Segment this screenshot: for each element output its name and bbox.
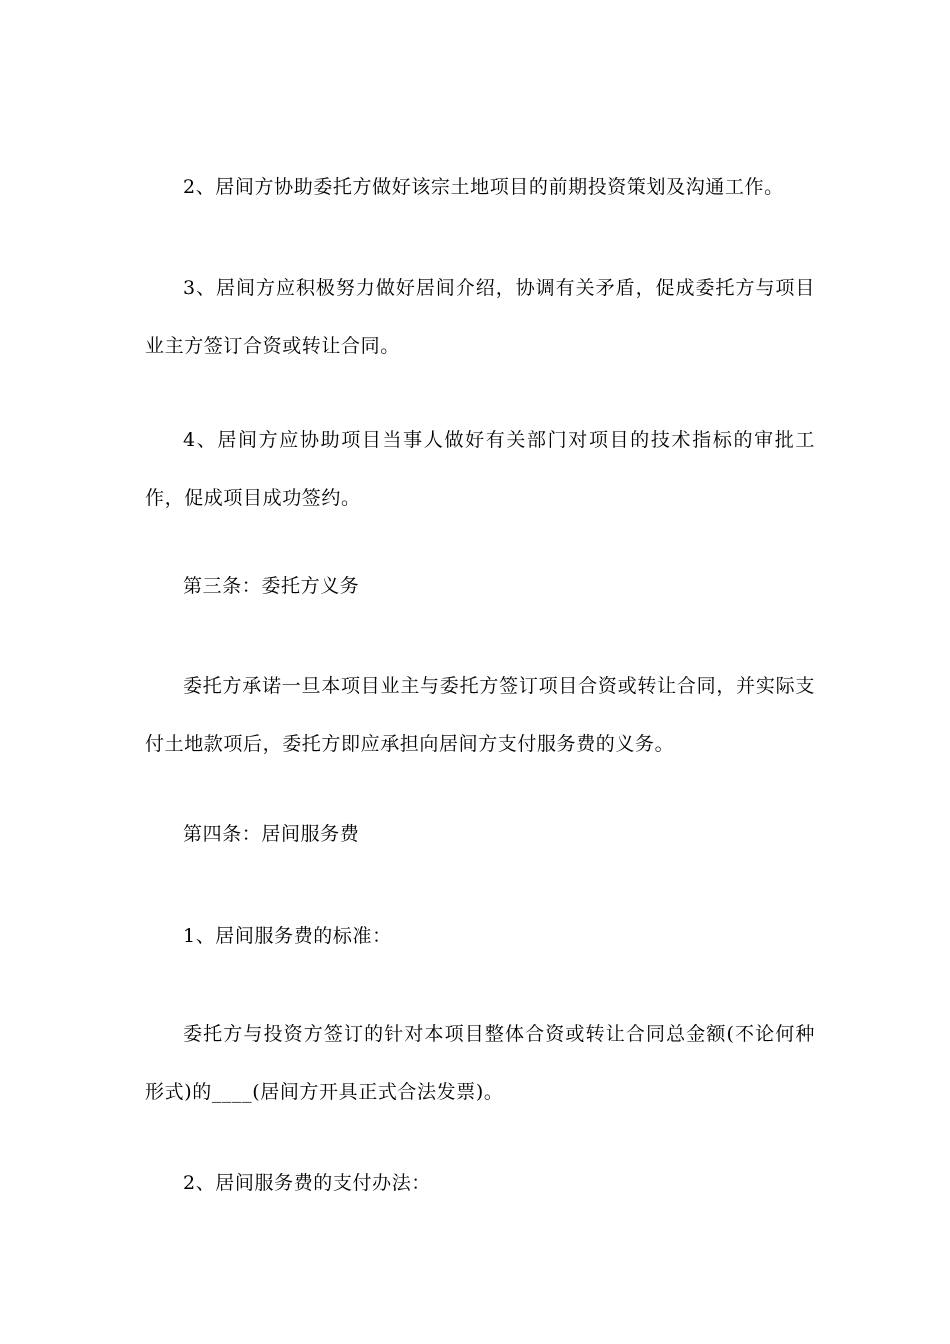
article-4-heading: 第四条：居间服务费 [183,823,360,845]
clause-4-paragraph: 4、居间方应协助项目当事人做好有关部门对项目的技术指标的审批工作，促成项目成功签约。 [145,429,815,509]
fee-standard-heading: 1、居间服务费的标准： [183,925,392,947]
article-3-body-paragraph: 委托方承诺一旦本项目业主与委托方签订项目合资或转让合同，并实际支付土地款项后，委托方即应承担向居间方支付服务费的义务。 [145,675,815,755]
fee-payment-heading: 2、居间服务费的支付办法： [183,1172,431,1194]
clause-2-paragraph: 2、居间方协助委托方做好该宗土地项目的前期投资策划及沟通工作。 [183,176,784,198]
clause-3-paragraph: 3、居间方应积极努力做好居间介绍，协调有关矛盾，促成委托方与项目业主方签订合资或转让合同。 [145,277,815,357]
fee-standard-paragraph: 委托方与投资方签订的针对本项目整体合资或转让合同总金额(不论何种形式)的____(居间方开具正式合法发票)。 [145,1023,815,1103]
article-3-heading: 第三条：委托方义务 [183,575,360,597]
